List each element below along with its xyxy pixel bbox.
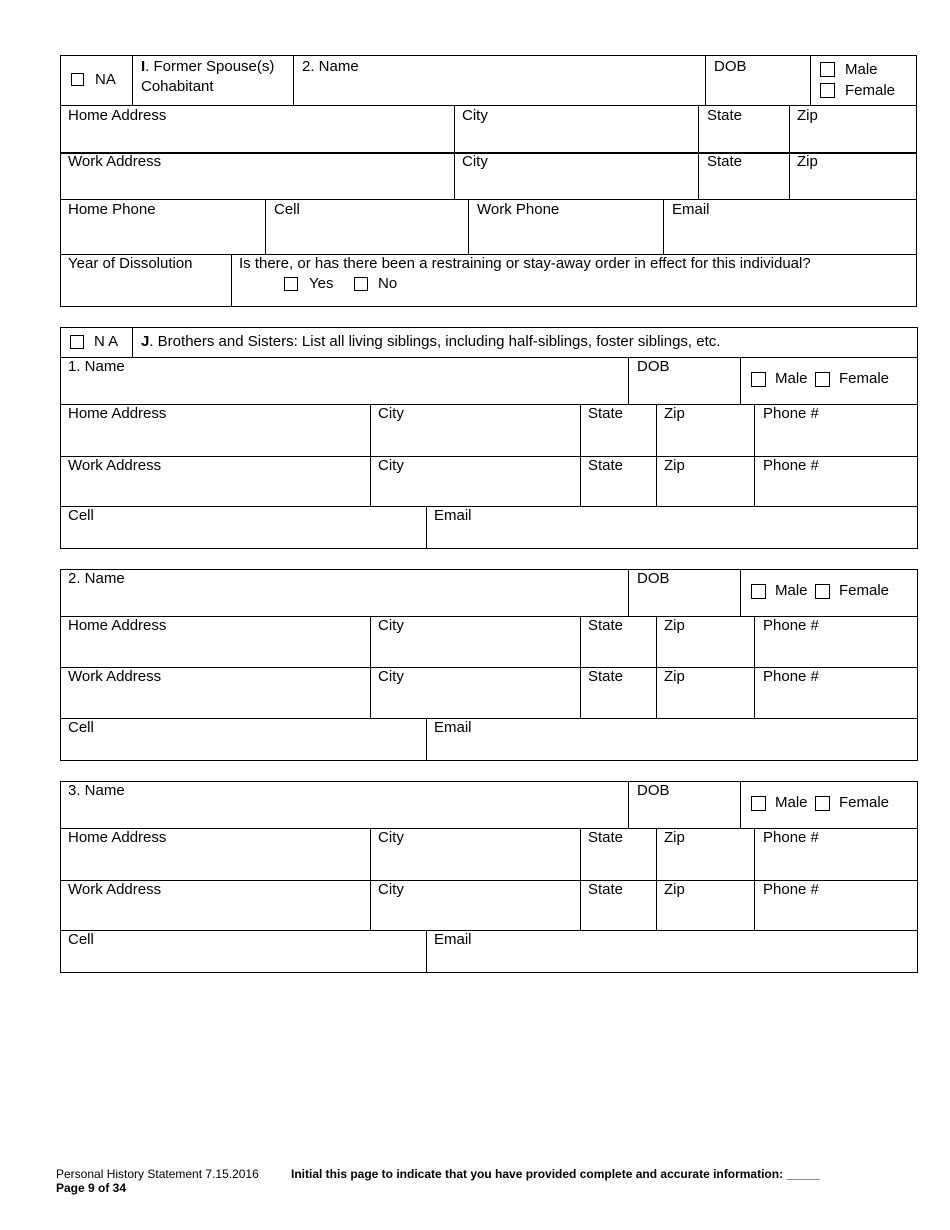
sibling-female-checkbox[interactable] (815, 796, 830, 811)
sibling-home-zip-field[interactable]: Zip (664, 829, 685, 846)
footer-doc-title: Personal History Statement 7.15.2016 (56, 1167, 259, 1181)
sibling-home-phone-field[interactable]: Phone # (763, 829, 819, 846)
sibling-home-state-field[interactable]: State (588, 405, 624, 422)
sibling-home-state-field[interactable]: State (588, 829, 624, 846)
spouse-work-zip-field[interactable]: Zip (797, 153, 818, 170)
sibling-work-state-field[interactable]: State (588, 881, 624, 898)
sibling-male-label: Male (775, 582, 808, 599)
sibling-male-checkbox[interactable] (751, 584, 766, 599)
spouse-female-label: Female (845, 82, 896, 99)
sibling-work-city-field[interactable]: City (378, 668, 404, 685)
spouse-name-field[interactable]: 2. Name (302, 58, 359, 75)
spouse-dob-field[interactable]: DOB (714, 58, 747, 75)
sibling-2-block (60, 569, 918, 761)
spouse-email-field[interactable]: Email (672, 201, 710, 218)
sibling-work-zip-field[interactable]: Zip (664, 457, 685, 474)
sibling-work-phone-field[interactable]: Phone # (763, 457, 819, 474)
sibling-email-field[interactable]: Email (434, 931, 472, 948)
sibling-work-address-field[interactable]: Work Address (68, 668, 162, 685)
sibling-work-zip-field[interactable]: Zip (664, 881, 685, 898)
sibling-name-field[interactable]: 2. Name (68, 570, 125, 587)
restraining-no-checkbox[interactable] (354, 277, 368, 291)
sibling-female-label: Female (839, 370, 890, 387)
spouse-work-phone-field[interactable]: Work Phone (477, 201, 560, 218)
sibling-male-label: Male (775, 794, 808, 811)
sibling-name-field[interactable]: 3. Name (68, 782, 125, 799)
sibling-dob-field[interactable]: DOB (637, 782, 670, 799)
restraining-order-question: Is there, or has there been a restraining or stay-away order in effect for this individual? (239, 255, 811, 272)
sibling-dob-field[interactable]: DOB (637, 358, 670, 375)
spouse-cell-field[interactable]: Cell (274, 201, 300, 218)
sibling-home-address-field[interactable]: Home Address (68, 829, 167, 846)
spouse-home-state-field[interactable]: State (707, 107, 743, 124)
sibling-1-block (60, 357, 918, 549)
sibling-work-city-field[interactable]: City (378, 457, 404, 474)
spouse-home-phone-field[interactable]: Home Phone (68, 201, 156, 218)
spouse-male-checkbox[interactable] (820, 62, 835, 77)
sibling-home-address-field[interactable]: Home Address (68, 617, 167, 634)
sibling-home-zip-field[interactable]: Zip (664, 405, 685, 422)
sibling-dob-field[interactable]: DOB (637, 570, 670, 587)
sibling-male-checkbox[interactable] (751, 372, 766, 387)
sibling-work-phone-field[interactable]: Phone # (763, 881, 819, 898)
sibling-work-state-field[interactable]: State (588, 668, 624, 685)
section-j-heading: J. Brothers and Sisters: List all living siblings, including half-siblings, foster siblings, etc. (141, 333, 721, 350)
spouse-work-address-field[interactable]: Work Address (68, 153, 162, 170)
section-i-heading-line2: Cohabitant (141, 78, 214, 95)
sibling-male-checkbox[interactable] (751, 796, 766, 811)
spouse-home-address-field[interactable]: Home Address (68, 107, 167, 124)
footer-page-number: Page 9 of 34 (56, 1181, 127, 1195)
footer-initial-instruction[interactable]: Initial this page to indicate that you have provided complete and accurate information: _____ (291, 1167, 820, 1181)
spouse-home-zip-field[interactable]: Zip (797, 107, 818, 124)
spouse-home-city-field[interactable]: City (462, 107, 488, 124)
sibling-email-field[interactable]: Email (434, 507, 472, 524)
section-i-na-label: NA (95, 71, 116, 88)
restraining-no-label: No (378, 275, 398, 292)
sibling-female-checkbox[interactable] (815, 372, 830, 387)
section-j-na-checkbox[interactable] (70, 335, 84, 349)
sibling-home-state-field[interactable]: State (588, 617, 624, 634)
year-of-dissolution-field[interactable]: Year of Dissolution (68, 255, 193, 272)
sibling-home-city-field[interactable]: City (378, 829, 404, 846)
section-j-header (60, 327, 918, 357)
sibling-work-address-field[interactable]: Work Address (68, 457, 162, 474)
sibling-name-field[interactable]: 1. Name (68, 358, 125, 375)
sibling-cell-field[interactable]: Cell (68, 931, 94, 948)
sibling-work-address-field[interactable]: Work Address (68, 881, 162, 898)
sibling-email-field[interactable]: Email (434, 719, 472, 736)
sibling-home-city-field[interactable]: City (378, 617, 404, 634)
sibling-cell-field[interactable]: Cell (68, 507, 94, 524)
sibling-female-checkbox[interactable] (815, 584, 830, 599)
sibling-home-city-field[interactable]: City (378, 405, 404, 422)
sibling-cell-field[interactable]: Cell (68, 719, 94, 736)
sibling-home-zip-field[interactable]: Zip (664, 617, 685, 634)
sibling-female-label: Female (839, 582, 890, 599)
section-i-heading: I. Former Spouse(s) (141, 58, 275, 75)
restraining-yes-label: Yes (309, 275, 334, 292)
sibling-home-phone-field[interactable]: Phone # (763, 405, 819, 422)
sibling-work-state-field[interactable]: State (588, 457, 624, 474)
sibling-work-city-field[interactable]: City (378, 881, 404, 898)
sibling-work-zip-field[interactable]: Zip (664, 668, 685, 685)
sibling-female-label: Female (839, 794, 890, 811)
spouse-work-state-field[interactable]: State (707, 153, 743, 170)
spouse-female-checkbox[interactable] (820, 83, 835, 98)
section-j-na-label: N A (94, 333, 119, 350)
sibling-home-address-field[interactable]: Home Address (68, 405, 167, 422)
sibling-home-phone-field[interactable]: Phone # (763, 617, 819, 634)
spouse-male-label: Male (845, 61, 878, 78)
section-i-former-spouse (0, 0, 950, 310)
section-i-na-checkbox[interactable] (71, 73, 84, 86)
spouse-work-city-field[interactable]: City (462, 153, 488, 170)
restraining-yes-checkbox[interactable] (284, 277, 298, 291)
sibling-3-block (60, 781, 918, 973)
sibling-male-label: Male (775, 370, 808, 387)
sibling-work-phone-field[interactable]: Phone # (763, 668, 819, 685)
